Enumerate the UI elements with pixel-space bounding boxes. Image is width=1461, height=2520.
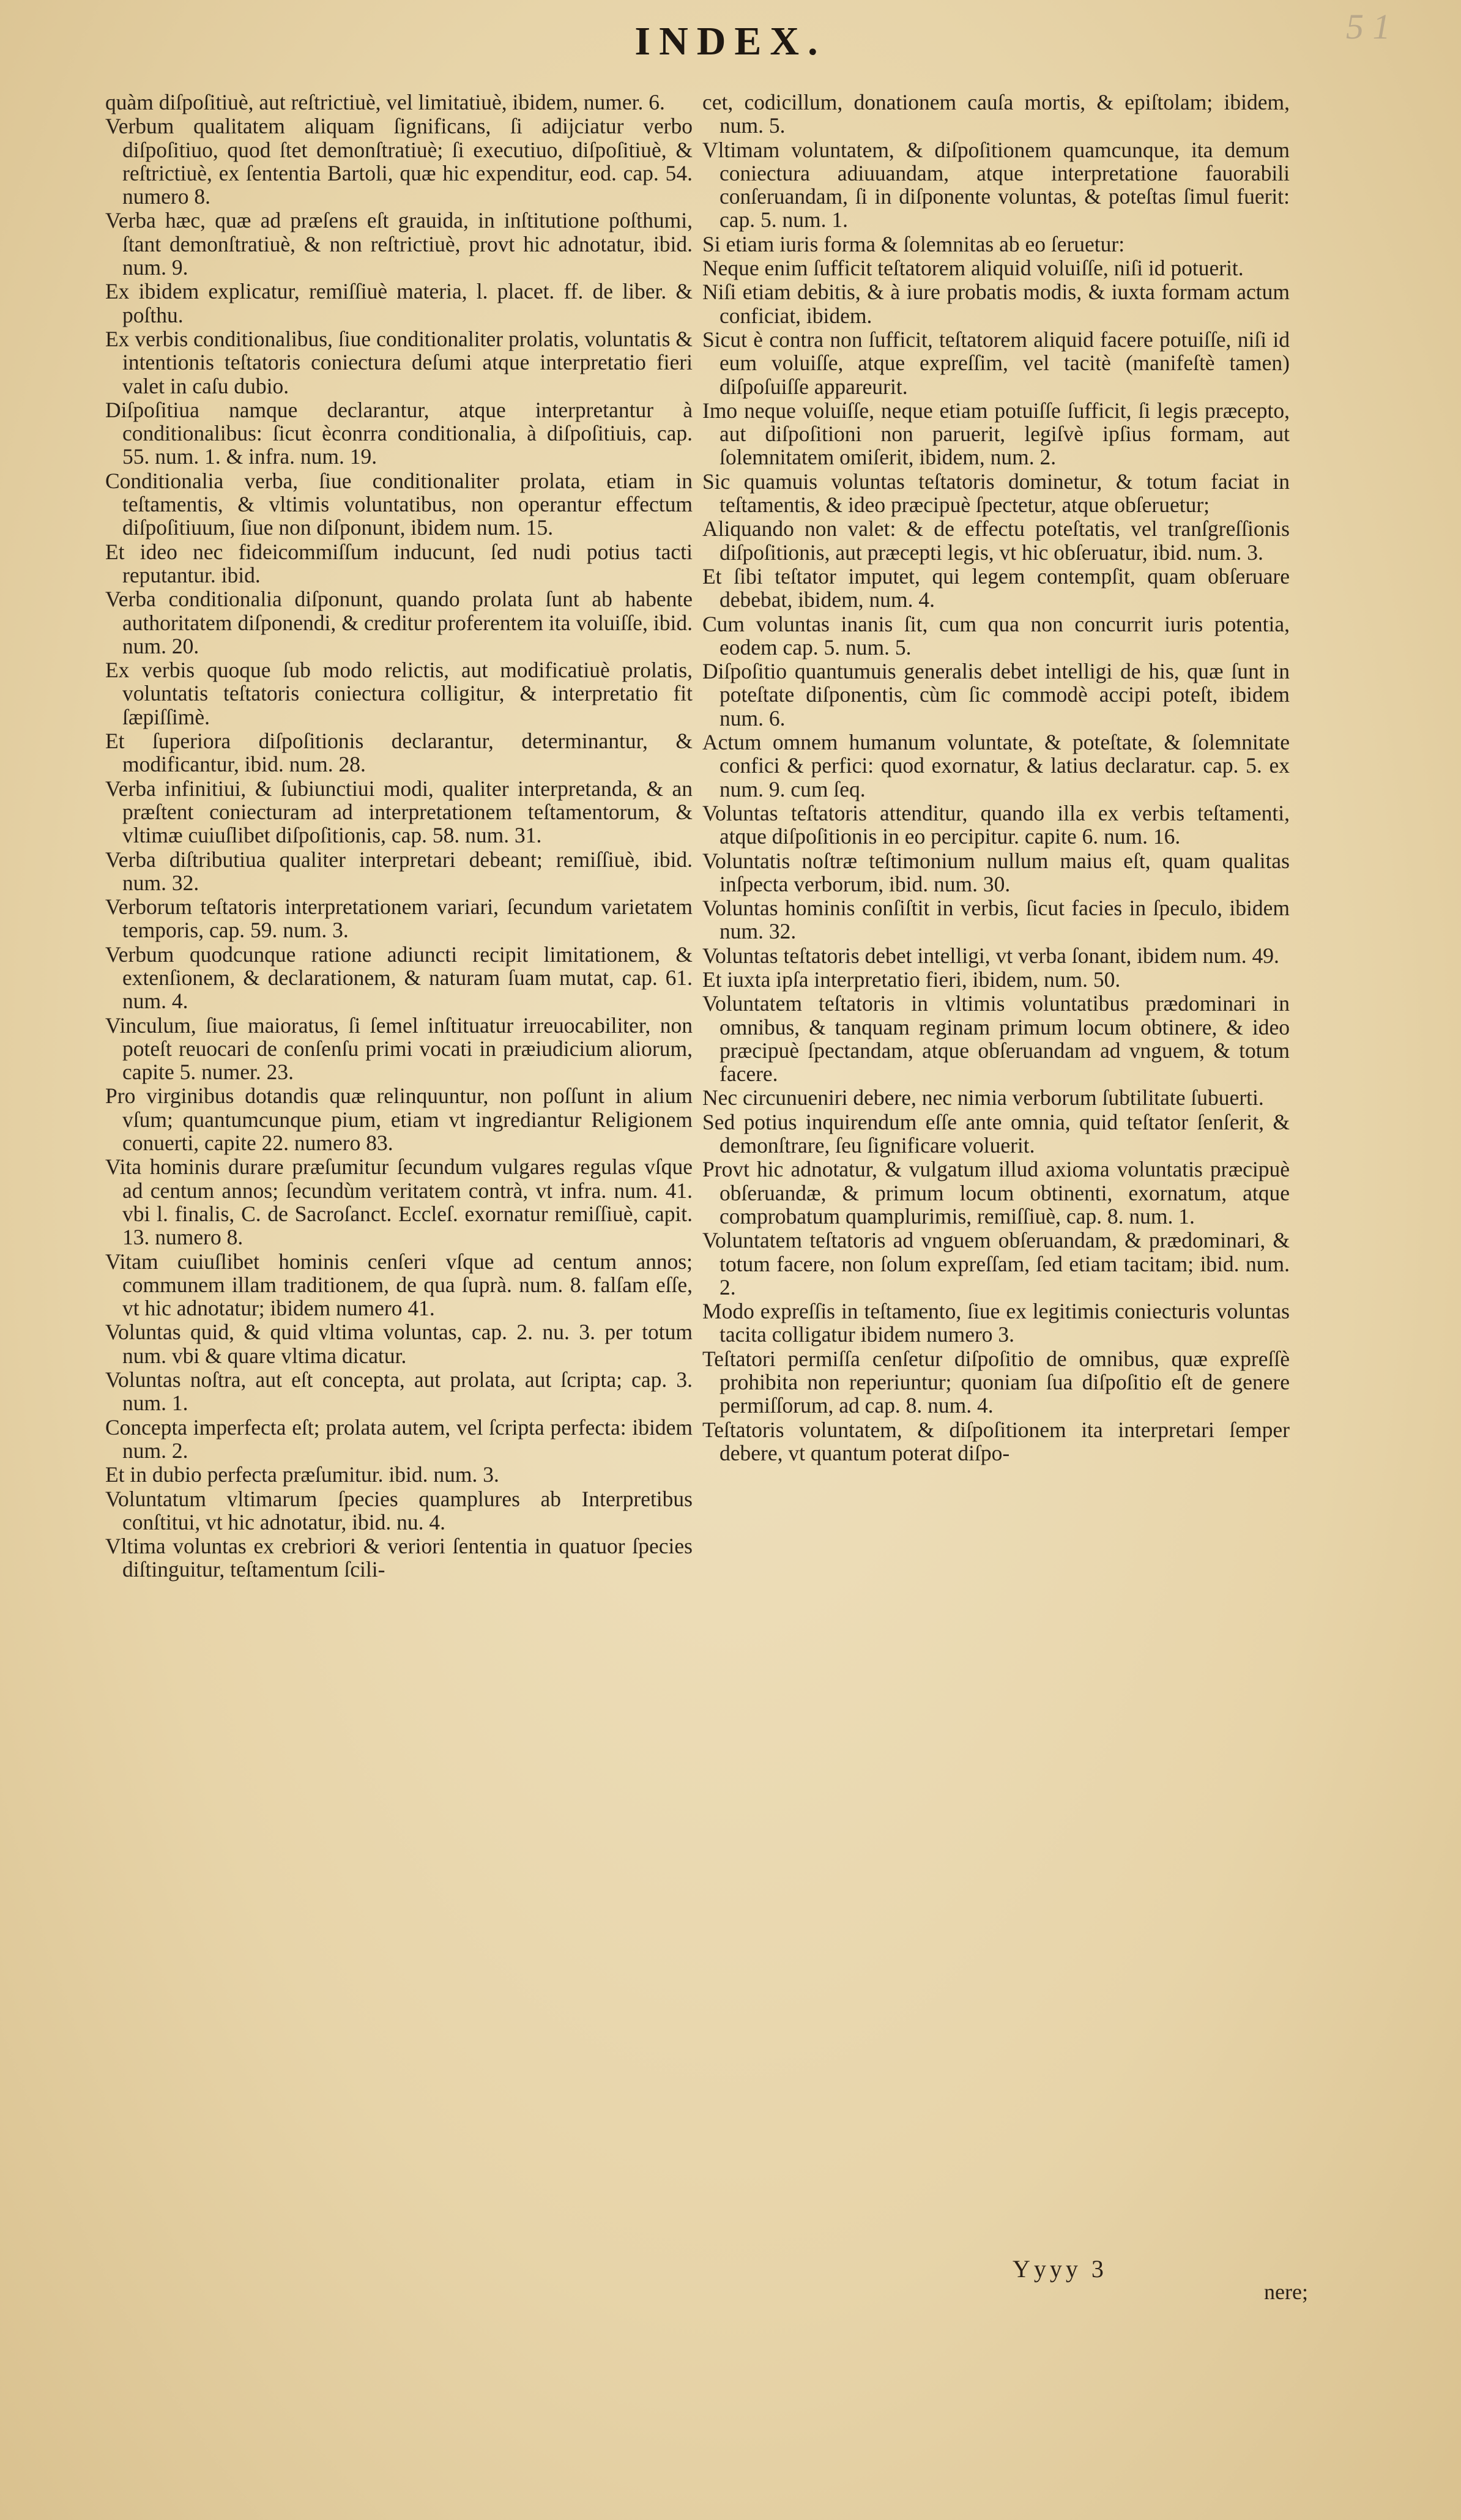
index-entry: Sicut è contra non ſufficit, teſtatorem aliquid facere potuiſſe, niſi id eum voluiſſe, atque expreſſim, vel tacitè (manifeſtè tamen) diſpoſuiſſe appareurit. <box>702 327 1290 399</box>
index-entry: Voluntas quid, & quid vltima voluntas, cap. 2. nu. 3. per totum num. vbi & quare vltima dicatur. <box>105 1320 693 1368</box>
index-entry: Voluntas hominis conſiſtit in verbis, ſicut facies in ſpeculo, ibidem num. 32. <box>702 896 1290 944</box>
index-entry: Et iuxta ipſa interpretatio fieri, ibidem, num. 50. <box>702 967 1121 992</box>
index-entry: Voluntatum vltimarum ſpecies quamplures ab Interpretibus conſtitui, vt hic adnotatur, ibid. nu. 4. <box>105 1486 693 1534</box>
index-entry: Verba hæc, quæ ad præſens eſt grauida, in inſtitutione poſthumi, ſtant demonſtratiuè, & non reſtrictiuè, provt hic adnotatur, ibid. num. 9. <box>105 208 693 280</box>
index-entry: Conditionalia verba, ſiue conditionaliter prolata, etiam in teſtamentis, & vltimis voluntatibus, non operantur effectum diſpoſitiuum, ſiue non diſponunt, ibidem num. 15. <box>105 468 693 540</box>
index-entry: Diſpoſitiua namque declarantur, atque interpretantur à conditionalibus: ſicut èconrra conditionalia, à diſpoſitiuis, cap. 55. num. 1. & infra. num. 19. <box>105 397 693 469</box>
index-entry: Et ideo nec fideicommiſſum inducunt, ſed nudi potius tacti reputantur. ibid. <box>105 539 693 587</box>
index-entry: Modo expreſſis in teſtamento, ſiue ex legitimis coniecturis voluntas tacita colligatur ibidem numero 3. <box>702 1299 1290 1347</box>
index-entry: Vltima voluntas ex crebriori & veriori ſententia in quatuor ſpecies diſtinguitur, teſtamentum ſcili- <box>105 1534 693 1582</box>
index-entry: Si etiam iuris forma & ſolemnitas ab eo ſeruetur: <box>702 231 1125 256</box>
catchword: nere; <box>1264 2280 1308 2304</box>
index-entry: Verba conditionalia diſponunt, quando prolata ſunt ab habente authoritatem diſponendi, & creditur proferentem ita voluiſſe, ibid. num. 20. <box>105 587 693 658</box>
index-entry: Cum voluntas inanis ſit, cum qua non concurrit iuris potentia, eodem cap. 5. num. 5. <box>702 611 1290 660</box>
index-entry: Verbum quodcunque ratione adiuncti recipit limitationem, & extenſionem, & declarationem, & naturam ſuam mutat, cap. 61. num. 4. <box>105 942 693 1014</box>
index-entry: Verborum teſtatoris interpretationem variari, ſecundum varietatem temporis, cap. 59. num. 3. <box>105 894 693 943</box>
signature-mark: Yyyy 3 <box>1013 2255 1107 2283</box>
index-entry: Voluntatis noſtræ teſtimonium nullum maius eſt, quam qualitas inſpecta verborum, ibid. num. 30. <box>702 848 1290 896</box>
index-entry: Niſi etiam debitis, & à iure probatis modis, & iuxta formam actum conficiat, ibidem. <box>702 280 1290 328</box>
index-entry: Voluntas noſtra, aut eſt concepta, aut prolata, aut ſcripta; cap. 3. num. 1. <box>105 1367 693 1416</box>
page-title: INDEX. <box>634 19 827 64</box>
index-entry: Ex verbis conditionalibus, ſiue conditionaliter prolatis, voluntatis & intentionis teſtatoris coniectura deſumi atque interpretatio fieri valet in caſu dubio. <box>105 326 693 398</box>
index-entry: Vita hominis durare præſumitur ſecundum vulgares regulas vſque ad centum annos; ſecundùm veritatem contrà, vt infra. num. 41. vbi l. finalis, C. de Sacroſanct. Eccleſ. exornatur remiſſiuè, capit. 13. numero 8. <box>105 1154 693 1250</box>
index-entry: Ex verbis quoque ſub modo relictis, aut modificatiuè prolatis, voluntatis teſtatoris coniectura colligitur, & interpretatio fit ſæpiſſimè. <box>105 658 693 729</box>
index-entry: Imo neque voluiſſe, neque etiam potuiſſe ſufficit, ſi legis præcepto, aut diſpoſitioni non paruerit, legiſvè ipſius formam, aut ſolemnitatem omiſerit, ibidem, num. 2. <box>702 398 1290 470</box>
index-entry: cet, codicillum, donationem cauſa mortis, & epiſtolam; ibidem, num. 5. <box>702 90 1290 138</box>
index-entry: Et in dubio perfecta præſumitur. ibid. num. 3. <box>105 1462 499 1487</box>
index-entry: Et ſuperiora diſpoſitionis declarantur, determinantur, & modificantur, ibid. num. 28. <box>105 729 693 777</box>
index-entry: Teſtatoris voluntatem, & diſpoſitionem ita interpretari ſemper debere, vt quantum poterat diſpo- <box>702 1417 1290 1465</box>
index-entry: Diſpoſitio quantumuis generalis debet intelligi de his, quæ ſunt in poteſtate diſponentis, cùm ſic commodè accipi poteſt, ibidem num. 6. <box>702 659 1290 730</box>
index-entry: Vltimam voluntatem, & diſpoſitionem quamcunque, ita demum coniectura adiuuandam, atque interpretatione fauorabili conſeruandam, ſi in diſponente voluntas, & poteſtas ſimul fuerit: cap. 5. num. 1. <box>702 137 1290 232</box>
index-entry: Voluntas teſtatoris attenditur, quando illa ex verbis teſtamenti, atque diſpoſitionis in eo percipitur. capite 6. num. 16. <box>702 800 1290 849</box>
index-entry: Verba infinitiui, & ſubiunctiui modi, qualiter interpretanda, & an præſtent coniecturam ad interpretationem teſtamentorum, & vltimæ cuiuſlibet diſpoſitionis, cap. 58. num. 31. <box>105 776 693 848</box>
index-entry: Sic quamuis voluntas teſtatoris dominetur, & totum faciat in teſtamentis, & ideo præcipuè ſpectetur, atque obſeruetur; <box>702 469 1290 518</box>
index-entry: Voluntas teſtatoris debet intelligi, vt verba ſonant, ibidem num. 49. <box>702 943 1279 968</box>
index-entry: Teſtatori permiſſa cenſetur diſpoſitio de omnibus, quæ expreſſè prohibita non reperiuntur; quoniam ſua diſpoſitio eſt de genere permiſſorum, ad cap. 8. num. 4. <box>702 1346 1290 1418</box>
index-entry: Neque enim ſufficit teſtatorem aliquid voluiſſe, niſi id potuerit. <box>702 256 1244 281</box>
index-entry: Nec circunueniri debere, nec nimia verborum ſubtilitate ſubuerti. <box>702 1085 1264 1110</box>
index-entry: Verbum qualitatem aliquam ſignificans, ſi adijciatur verbo diſpoſitiuo, quod ſtet demonſtratiuè; ſi executiuo, diſpoſitiuè, & reſtrictiuè, ex ſententia Bartoli, quæ hic expenditur, eod. cap. 54. numero 8. <box>105 114 693 209</box>
index-entry: Vitam cuiuſlibet hominis cenſeri vſque ad centum annos; communem illam traditionem, de qua ſuprà. num. 8. falſam eſſe, vt hic adnotatur; ibidem numero 41. <box>105 1249 693 1321</box>
index-entry: quàm diſpoſitiuè, aut reſtrictiuè, vel limitatiuè, ibidem, numer. 6. <box>105 90 665 114</box>
index-entry: Voluntatem teſtatoris in vltimis voluntatibus prædominari in omnibus, & tanquam reginam primum locum obtinere, & ideo præcipuè ſpectandam, atque obſeruandam ad vnguem, & totum facere. <box>702 991 1290 1087</box>
index-entry: Et ſibi teſtator imputet, qui legem contempſit, quam obſeruare debebat, ibidem, num. 4. <box>702 563 1290 612</box>
folio-number: 5 1 <box>1346 7 1391 46</box>
index-entry: Provt hic adnotatur, & vulgatum illud axioma voluntatis præcipuè obſeruandæ, & primum locum obtinenti, exornatum, atque comprobatum quamplurimis, remiſſiuè, cap. 8. num. 1. <box>702 1157 1290 1228</box>
index-entry: Aliquando non valet: & de effectu poteſtatis, vel tranſgreſſionis diſpoſitionis, aut præcepti legis, vt hic obſeruatur, ibid. num. 3. <box>702 516 1290 565</box>
index-entry: Actum omnem humanum voluntate, & poteſtate, & ſolemnitate confici & perfici: quod exornatur, & latius declaratur. cap. 5. ex num. 9. cum ſeq. <box>702 730 1290 801</box>
index-entry: Ex ibidem explicatur, remiſſiuè materia, l. placet. ff. de liber. & poſthu. <box>105 279 693 327</box>
index-entry: Pro virginibus dotandis quæ relinquuntur, non poſſunt in alium vſum; quantumcunque pium, etiam vt ingrediantur Religionem conuerti, capite 22. numero 83. <box>105 1083 693 1156</box>
index-entry: Concepta imperfecta eſt; prolata autem, vel ſcripta perfecta: ibidem num. 2. <box>105 1414 693 1463</box>
index-entry: Verba diſtributiua qualiter interpretari debeant; remiſſiuè, ibid. num. 32. <box>105 847 693 895</box>
index-column-right <box>702 91 1290 1465</box>
index-entry: Voluntatem teſtatoris ad vnguem obſeruandam, & prædominari, & totum facere, non ſolum expreſſam, ſed etiam tacitam; ibid. num. 2. <box>702 1228 1290 1299</box>
index-entry: Sed potius inquirendum eſſe ante omnia, quid teſtator ſenſerit, & demonſtrare, ſeu ſignificare voluerit. <box>702 1109 1290 1158</box>
index-entry: Vinculum, ſiue maioratus, ſi ſemel inſtituatur irreuocabiliter, non poteſt reuocari de conſenſu primi vocati in præiudicium aliorum, capite 5. numer. 23. <box>105 1013 693 1085</box>
index-column-left <box>105 91 693 1582</box>
